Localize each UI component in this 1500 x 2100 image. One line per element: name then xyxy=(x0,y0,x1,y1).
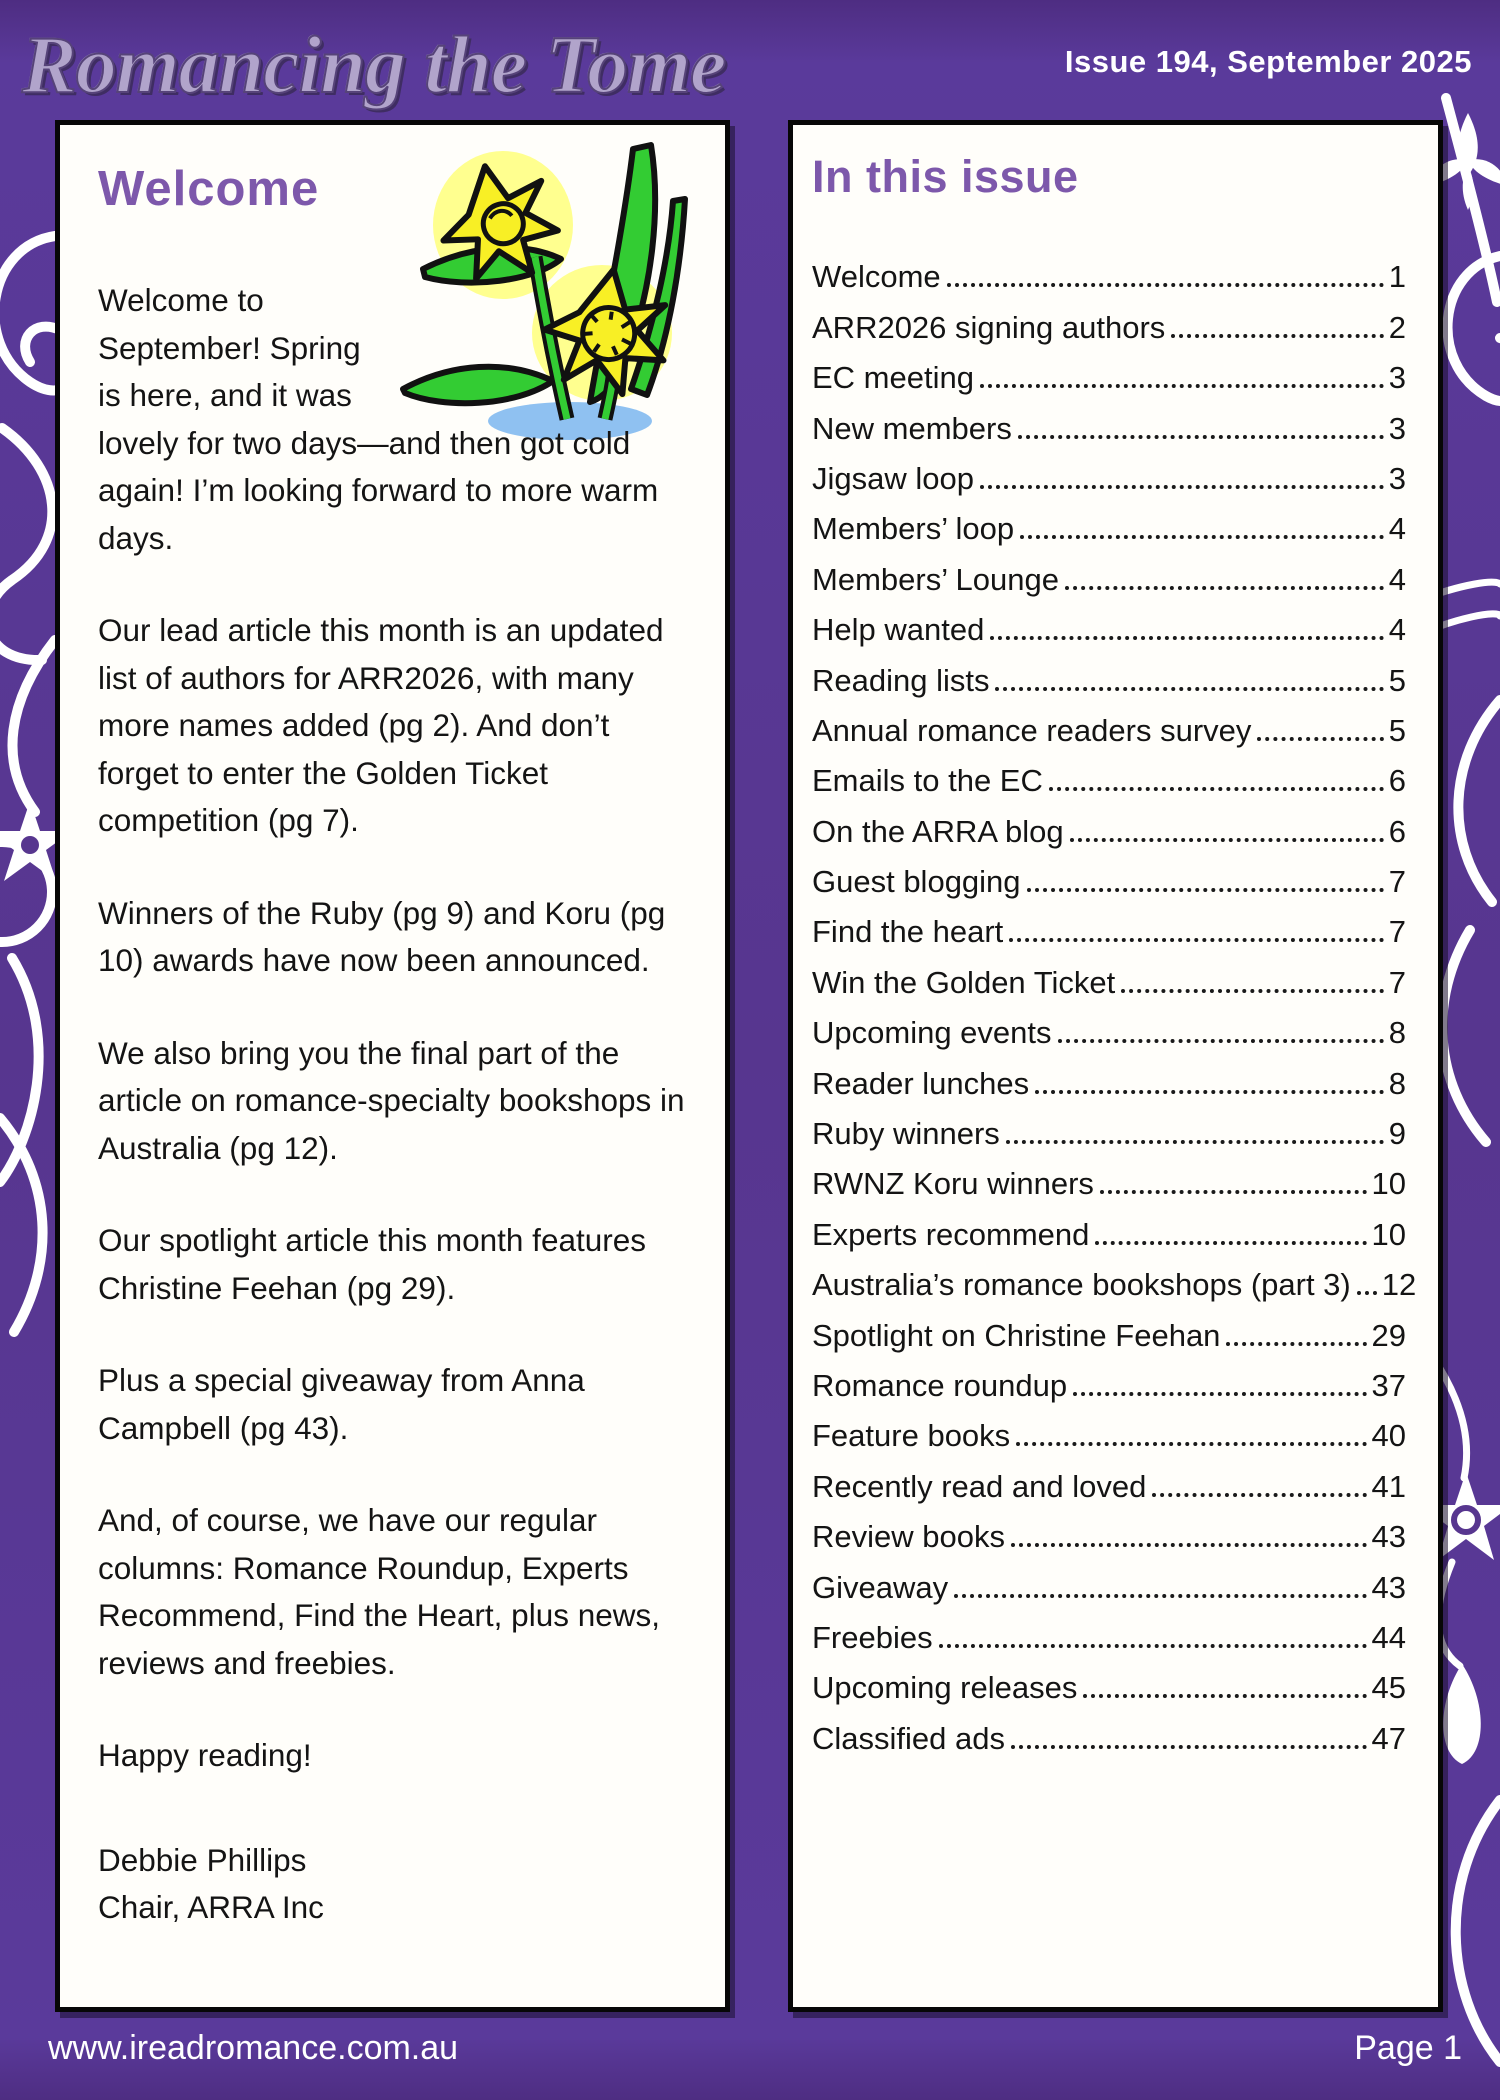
signature-block xyxy=(98,1837,695,1932)
toc-dotted-leader xyxy=(1226,1342,1366,1346)
toc-box xyxy=(788,120,1443,2012)
welcome-article-box xyxy=(55,120,730,2012)
toc-row[interactable] xyxy=(812,1561,1406,1611)
toc-dotted-leader xyxy=(1027,888,1384,892)
toc-entry-label: RWNZ Koru winners xyxy=(812,1166,1094,1202)
toc-dotted-leader xyxy=(1070,838,1384,842)
toc-entry-label: Australia’s romance bookshops (part 3) xyxy=(812,1267,1351,1303)
welcome-paragraph: Our spotlight article this month features Christine Feehan (pg 29). xyxy=(98,1222,647,1306)
toc-entry-page-number: 8 xyxy=(1388,1065,1406,1101)
toc-dotted-leader xyxy=(1065,586,1384,590)
toc-entry-page-number: 7 xyxy=(1388,964,1406,1000)
toc-row[interactable] xyxy=(812,956,1406,1006)
welcome-paragraph: Our lead article this month is an updated list of authors for ARR2026, with many more names added (pg 2). And don’t forget to enter the Golden Ticket competition (pg 7). xyxy=(98,612,664,838)
toc-dotted-leader xyxy=(1083,1694,1366,1698)
welcome-paragraph: Winners of the Ruby (pg 9) and Koru (pg 10) awards have now been announced. xyxy=(98,894,666,978)
toc-dotted-leader xyxy=(980,384,1384,388)
toc-dotted-leader xyxy=(1049,787,1384,791)
toc-entry-page-number: 40 xyxy=(1371,1418,1406,1454)
toc-entry-page-number: 7 xyxy=(1388,914,1406,950)
toc-entry-page-number: 4 xyxy=(1388,612,1406,648)
welcome-heading: Welcome xyxy=(98,162,320,216)
toc-entry-label: Jigsaw loop xyxy=(812,460,974,496)
toc-dotted-leader xyxy=(980,485,1384,489)
toc-dotted-leader xyxy=(1095,1241,1366,1245)
toc-entry-label: Recently read and loved xyxy=(812,1468,1147,1504)
toc-dotted-leader xyxy=(1006,1140,1384,1144)
toc-entry-page-number: 4 xyxy=(1388,511,1406,547)
toc-row[interactable] xyxy=(812,1259,1417,1309)
toc-entry-label: Feature books xyxy=(812,1418,1011,1454)
toc-entry-label: Upcoming releases xyxy=(812,1670,1078,1706)
toc-dotted-leader xyxy=(1011,1543,1367,1547)
website-link[interactable]: www.ireadromance.com.au xyxy=(48,2028,459,2067)
toc-entry-page-number: 1 xyxy=(1388,259,1406,295)
toc-dotted-leader xyxy=(1152,1493,1366,1497)
welcome-paragraph: Welcome to September! Spring is here, and it was lovely for two days—and then got cold again! I’m looking forward to more warm days. xyxy=(98,282,659,556)
toc-dotted-leader xyxy=(1035,1090,1384,1094)
toc-row[interactable] xyxy=(812,301,1406,351)
toc-entry-label: ARR2026 signing authors xyxy=(812,309,1166,345)
toc-heading: In this issue xyxy=(812,151,1079,202)
toc-entry-page-number: 3 xyxy=(1388,410,1406,446)
toc-dotted-leader xyxy=(1073,1392,1366,1396)
toc-entry-label: Spotlight on Christine Feehan xyxy=(812,1317,1221,1353)
toc-entry-label: Reading lists xyxy=(812,662,990,698)
issue-date-label: Issue 194, September 2025 xyxy=(1064,44,1472,79)
welcome-body xyxy=(98,277,695,1780)
toc-row[interactable] xyxy=(812,805,1406,855)
signature-role: Chair, ARRA Inc xyxy=(98,1889,324,1925)
toc-entry-label: Welcome xyxy=(812,259,941,295)
toc-entry-label: EC meeting xyxy=(812,360,974,396)
toc-entry-page-number: 4 xyxy=(1388,561,1406,597)
toc-row[interactable] xyxy=(812,402,1406,452)
toc-entry-label: Experts recommend xyxy=(812,1216,1090,1252)
toc-entry-page-number: 8 xyxy=(1388,1015,1406,1051)
toc-row[interactable] xyxy=(812,856,1406,906)
newsletter-title: Romancing the Tome xyxy=(22,19,726,110)
toc-entry-page-number: 44 xyxy=(1371,1619,1406,1655)
toc-entry-page-number: 7 xyxy=(1388,864,1406,900)
toc-row[interactable] xyxy=(812,453,1406,503)
toc-entry-page-number: 9 xyxy=(1388,1116,1406,1152)
toc-dotted-leader xyxy=(1018,435,1384,439)
toc-dotted-leader xyxy=(1357,1291,1377,1295)
toc-entry-label: Win the Golden Ticket xyxy=(812,964,1116,1000)
toc-entry-page-number: 37 xyxy=(1371,1367,1406,1403)
toc-entry-label: Guest blogging xyxy=(812,864,1021,900)
toc-dotted-leader xyxy=(1257,737,1383,741)
toc-row[interactable] xyxy=(812,503,1406,553)
signature-name: Debbie Phillips xyxy=(98,1841,307,1878)
toc-entry-label: Giveaway xyxy=(812,1569,949,1605)
toc-row[interactable] xyxy=(812,906,1406,956)
toc-dotted-leader xyxy=(1020,535,1384,539)
toc-entry-page-number: 3 xyxy=(1388,360,1406,396)
toc-entry-label: Help wanted xyxy=(812,612,985,648)
welcome-paragraph: And, of course, we have our regular columns: Romance Roundup, Experts Recommend, Find the Heart, plus news, reviews and freebies. xyxy=(98,1502,661,1681)
toc-row[interactable] xyxy=(812,755,1406,805)
toc-dotted-leader xyxy=(1171,334,1383,338)
welcome-paragraph: Happy reading! xyxy=(98,1737,312,1773)
toc-row[interactable] xyxy=(812,1410,1406,1460)
toc-entry-page-number: 12 xyxy=(1381,1267,1417,1303)
toc-row[interactable] xyxy=(812,1007,1406,1057)
toc-row[interactable] xyxy=(812,1612,1406,1662)
toc-entry-page-number: 29 xyxy=(1371,1317,1406,1353)
daffodil-icon xyxy=(385,137,695,405)
toc-entry-label: On the ARRA blog xyxy=(812,813,1064,849)
toc-entry-page-number: 10 xyxy=(1371,1216,1406,1252)
toc-entry-label: Members’ loop xyxy=(812,511,1015,547)
toc-dotted-leader xyxy=(1058,1039,1384,1043)
toc-row[interactable] xyxy=(812,1208,1406,1258)
toc-entry-label: Review books xyxy=(812,1519,1005,1555)
toc-row[interactable] xyxy=(812,251,1406,301)
toc-dotted-leader xyxy=(1100,1190,1367,1194)
toc-list xyxy=(812,251,1417,1763)
toc-dotted-leader xyxy=(1121,989,1384,993)
toc-row[interactable] xyxy=(812,1108,1406,1158)
welcome-paragraph: We also bring you the final part of the article on romance-specialty bookshops in Australia (pg 12). xyxy=(98,1034,685,1166)
toc-entry-label: Find the heart xyxy=(812,914,1004,950)
toc-row[interactable] xyxy=(812,352,1406,402)
toc-entry-page-number: 10 xyxy=(1371,1166,1406,1202)
toc-row[interactable] xyxy=(812,1662,1406,1712)
toc-entry-label: Ruby winners xyxy=(812,1116,1000,1152)
toc-entry-page-number: 2 xyxy=(1388,309,1406,345)
toc-entry-label: New members xyxy=(812,410,1012,446)
toc-entry-label: Classified ads xyxy=(812,1720,1005,1756)
toc-dotted-leader xyxy=(1011,1745,1367,1749)
toc-row[interactable] xyxy=(812,1158,1406,1208)
toc-entry-label: Reader lunches xyxy=(812,1065,1030,1101)
toc-row[interactable] xyxy=(812,1309,1406,1359)
toc-row[interactable] xyxy=(812,1360,1406,1410)
toc-entry-page-number: 3 xyxy=(1388,460,1406,496)
toc-dotted-leader xyxy=(939,1644,1367,1648)
toc-entry-page-number: 45 xyxy=(1371,1670,1406,1706)
welcome-paragraph: Plus a special giveaway from Anna Campbell (pg 43). xyxy=(98,1362,585,1446)
toc-dotted-leader xyxy=(1009,938,1383,942)
toc-dotted-leader xyxy=(995,687,1383,691)
toc-entry-page-number: 6 xyxy=(1388,763,1406,799)
toc-entry-label: Freebies xyxy=(812,1619,933,1655)
toc-row[interactable] xyxy=(812,1057,1406,1107)
toc-entry-page-number: 41 xyxy=(1371,1468,1406,1504)
toc-dotted-leader xyxy=(954,1594,1366,1598)
toc-entry-label: Members’ Lounge xyxy=(812,561,1059,597)
toc-entry-label: Annual romance readers survey xyxy=(812,712,1252,748)
toc-dotted-leader xyxy=(947,283,1384,287)
page-footer xyxy=(0,2016,1500,2080)
toc-dotted-leader xyxy=(990,636,1383,640)
toc-entry-label: Emails to the EC xyxy=(812,763,1043,799)
toc-entry-label: Upcoming events xyxy=(812,1015,1052,1051)
toc-entry-page-number: 5 xyxy=(1388,712,1406,748)
toc-row[interactable] xyxy=(812,1511,1406,1561)
toc-dotted-leader xyxy=(1016,1442,1366,1446)
toc-entry-page-number: 43 xyxy=(1371,1569,1406,1605)
toc-row[interactable] xyxy=(812,705,1406,755)
toc-row[interactable] xyxy=(812,1712,1406,1762)
page-number-label: Page 1 xyxy=(1354,2028,1462,2067)
toc-row[interactable] xyxy=(812,654,1406,704)
toc-entry-page-number: 47 xyxy=(1371,1720,1406,1756)
toc-entry-label: Romance roundup xyxy=(812,1367,1068,1403)
toc-entry-page-number: 43 xyxy=(1371,1519,1406,1555)
toc-row[interactable] xyxy=(812,553,1406,603)
toc-row[interactable] xyxy=(812,604,1406,654)
toc-row[interactable] xyxy=(812,1460,1406,1510)
toc-entry-page-number: 6 xyxy=(1388,813,1406,849)
toc-entry-page-number: 5 xyxy=(1388,662,1406,698)
